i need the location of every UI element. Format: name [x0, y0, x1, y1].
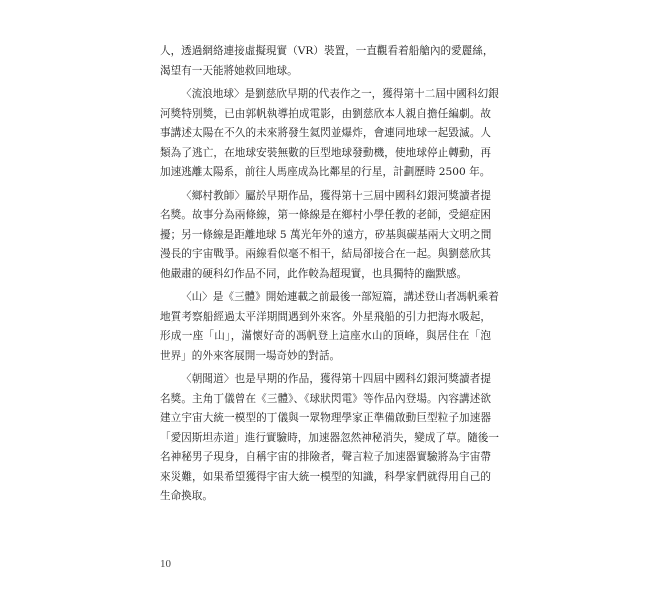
body-text [160, 42, 499, 507]
text-line: 人，透過網絡連接虛擬現實（VR）裝置，一直觀看着船艙內的愛麗絲， [160, 45, 494, 57]
text-line: 他嚴肅的硬科幻作品不同，此作較為超現實，也具獨特的幽默感。 [160, 267, 468, 280]
paragraph-4 [160, 288, 499, 366]
paragraph-3 [160, 187, 491, 285]
text-line: 名獎。故事分為兩條線，第一條線是在鄉村小學任教的老師，受絕症困 [160, 209, 491, 221]
text-line: 加速逃離太陽系，前往人馬座成為比鄰星的行星，計劃歷時 2500 年。 [160, 166, 491, 178]
text-line: 「愛因斯坦赤道」進行實驗時，加速器忽然神秘消失，變成了草。隨後一 [160, 431, 499, 444]
text-line: 〈朝聞道〉也是早期的作品，獲得第十四屆中國科幻銀河獎讀者提 [181, 373, 491, 385]
text-line: 名神秘男子現身，自稱宇宙的排險者，聲言粒子加速器實驗將為宇宙帶 [160, 451, 491, 463]
paragraph-2 [160, 85, 499, 183]
text-line: 〈山〉是《三體》開始連載之前最後一部短篇，講述登山者馮帆乘着 [181, 291, 499, 303]
text-line: 形成一座「山」，滿懷好奇的馮帆登上這座水山的頂峰，與居住在「泡 [160, 330, 491, 342]
text-line: 建立宇宙大統一模型的丁儀與一眾物理學家正準備啟動巨型粒子加速器 [160, 412, 491, 424]
text-line: 漫長的宇宙戰爭。兩線看似毫不相干，結局卻接合在一起。與劉慈欣其 [160, 248, 491, 260]
text-line: 渴望有一天能將她救回地球。 [160, 64, 298, 77]
text-line: 名獎。主角丁儀曾在《三體》、《球狀閃電》等作品內登場。內容講述欲 [160, 392, 491, 405]
text-line: 河獎特別獎，已由郭帆執導拍成電影，由劉慈欣本人親自擔任編劇。故 [160, 107, 491, 120]
text-line: 地質考察船經過太平洋期間遇到外來客。外星飛船的引力把海水吸起， [160, 310, 491, 323]
paragraph-1 [160, 42, 494, 81]
page-number: 10 [160, 558, 171, 570]
text-line: 類為了逃亡，在地球安裝無數的巨型地球發動機，使地球停止轉動，再 [160, 146, 491, 159]
text-line: 〈鄉村教師〉屬於早期作品，獲得第十三屆中國科幻銀河獎讀者提 [181, 189, 491, 202]
text-line: 生命換取。 [160, 490, 213, 502]
text-line: 來災難，如果希望獲得宇宙大統一模型的知識，科學家們就得用自己的 [160, 470, 491, 483]
text-line: 事講述太陽在不久的未來將發生氦閃並爆炸，會連同地球一起毀滅。人 [160, 127, 491, 139]
text-line: 〈流浪地球〉是劉慈欣早期的代表作之一，獲得第十二屆中國科幻銀 [181, 88, 499, 100]
text-line: 世界」的外來客展開一場奇妙的對話。 [160, 349, 341, 362]
paragraph-5 [160, 370, 499, 507]
text-line: 擾；另一條線是距離地球 5 萬光年外的遠方，矽基與碳基兩大文明之間 [160, 228, 492, 241]
